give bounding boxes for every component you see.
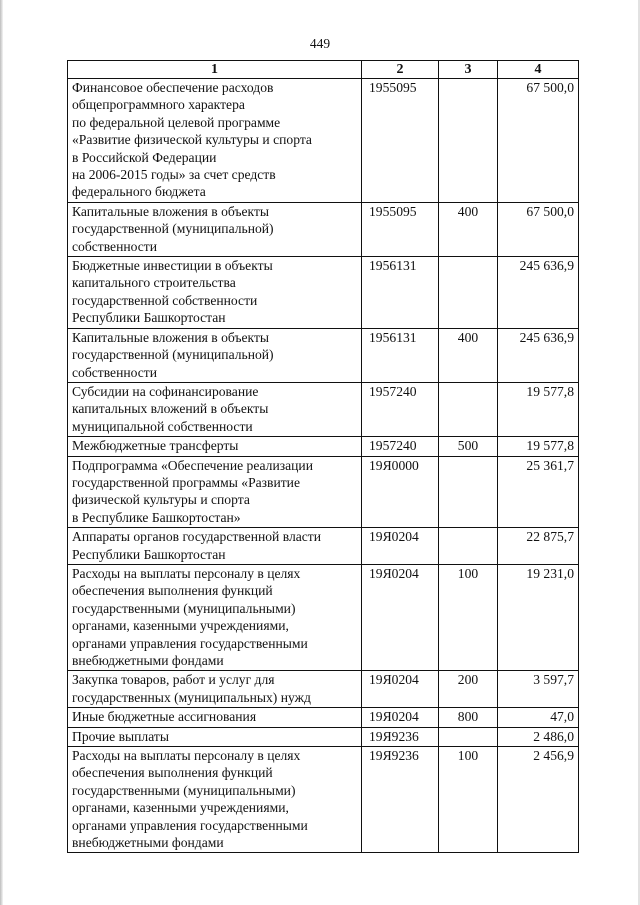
- row-code-cell: 1957240: [362, 437, 439, 456]
- row-name-cell: [68, 727, 362, 746]
- row-name-line: Капитальные вложения в объекты: [72, 329, 270, 345]
- row-amount-cell: 67 500,0: [498, 202, 579, 256]
- row-name-line: органами, казенными учреждениями,: [72, 618, 289, 634]
- row-amount-cell: 2 486,0: [498, 727, 579, 746]
- row-code-cell: 19Я0204: [362, 564, 439, 670]
- row-name-line: капитальных вложений в объекты: [72, 401, 269, 417]
- table-row: [68, 747, 579, 853]
- row-name-cell: [68, 79, 362, 203]
- table-row: [68, 671, 579, 708]
- column-header-2: 2: [362, 61, 439, 79]
- row-name-cell: [68, 257, 362, 329]
- row-expense-type-cell: 400: [439, 202, 498, 256]
- row-amount-cell: 22 875,7: [498, 528, 579, 565]
- row-code-cell: 1957240: [362, 382, 439, 436]
- row-expense-type-cell: 400: [439, 328, 498, 382]
- row-amount-cell: 245 636,9: [498, 328, 579, 382]
- row-name-line: обеспечения выполнения функций: [72, 765, 273, 781]
- row-name-line: государственной (муниципальной): [72, 221, 274, 237]
- table-header-row: [68, 61, 579, 79]
- row-name-line: «Развитие физической культуры и спорта: [72, 132, 312, 148]
- row-name-line: физической культуры и спорта: [72, 492, 250, 508]
- row-name-cell: [68, 528, 362, 565]
- row-code-cell: 19Я0000: [362, 456, 439, 528]
- row-code-cell: 1955095: [362, 79, 439, 203]
- row-expense-type-cell: 100: [439, 564, 498, 670]
- scan-edge-left: [0, 0, 3, 905]
- table-row: [68, 257, 579, 329]
- row-name-line: Расходы на выплаты персоналу в целях: [72, 565, 301, 581]
- row-amount-cell: 47,0: [498, 708, 579, 727]
- row-name-line: Межбюджетные трансферты: [72, 438, 239, 454]
- row-code-cell: 19Я9236: [362, 727, 439, 746]
- table-row: [68, 456, 579, 528]
- table-row: [68, 727, 579, 746]
- row-expense-type-cell: [439, 528, 498, 565]
- table-row: [68, 437, 579, 456]
- row-name-cell: [68, 456, 362, 528]
- row-amount-cell: 19 577,8: [498, 437, 579, 456]
- row-name-line: государственными (муниципальными): [72, 600, 296, 616]
- row-code-cell: 19Я0204: [362, 528, 439, 565]
- column-header-3: 3: [439, 61, 498, 79]
- row-code-cell: 1956131: [362, 328, 439, 382]
- row-name-cell: [68, 202, 362, 256]
- row-name-cell: [68, 671, 362, 708]
- row-name-line: государственной собственности: [72, 292, 258, 308]
- row-code-cell: 1955095: [362, 202, 439, 256]
- page-number: 449: [309, 36, 331, 51]
- row-amount-cell: 3 597,7: [498, 671, 579, 708]
- row-name-line: органами управления государственными: [72, 635, 308, 651]
- row-expense-type-cell: 200: [439, 671, 498, 708]
- budget-table: [67, 60, 579, 853]
- row-name-line: Подпрограмма «Обеспечение реализации: [72, 457, 313, 473]
- row-name-line: органами, казенными учреждениями,: [72, 800, 289, 816]
- row-name-line: внебюджетными фондами: [72, 835, 224, 851]
- row-expense-type-cell: [439, 79, 498, 203]
- row-name-line: Финансовое обеспечение расходов: [72, 80, 274, 95]
- table-body: [68, 79, 579, 853]
- row-name-cell: [68, 382, 362, 436]
- row-name-cell: [68, 747, 362, 853]
- row-expense-type-cell: [439, 382, 498, 436]
- row-expense-type-cell: 100: [439, 747, 498, 853]
- row-name-line: Республики Башкортостан: [72, 310, 226, 326]
- row-name-cell: [68, 437, 362, 456]
- table-row: [68, 528, 579, 565]
- row-expense-type-cell: 800: [439, 708, 498, 727]
- row-expense-type-cell: [439, 456, 498, 528]
- row-name-line: органами управления государственными: [72, 817, 308, 833]
- row-name-line: государственной программы «Развитие: [72, 474, 300, 490]
- row-name-line: Республики Башкортостан: [72, 546, 226, 562]
- row-name-line: Закупка товаров, работ и услуг для: [72, 672, 275, 688]
- row-name-line: государственной (муниципальной): [72, 347, 274, 363]
- row-name-line: Расходы на выплаты персоналу в целях: [72, 748, 301, 764]
- row-name-line: Капитальные вложения в объекты: [72, 203, 270, 219]
- row-name-line: собственности: [72, 238, 158, 254]
- table-row: [68, 564, 579, 670]
- row-name-line: муниципальной собственности: [72, 418, 253, 434]
- row-expense-type-cell: 500: [439, 437, 498, 456]
- row-name-line: общепрограммного характера: [72, 97, 245, 113]
- row-name-cell: [68, 708, 362, 727]
- row-code-cell: 1956131: [362, 257, 439, 329]
- row-name-line: в Российской Федерации: [72, 149, 217, 165]
- row-name-line: капитального строительства: [72, 275, 236, 291]
- row-name-line: Субсидии на софинансирование: [72, 383, 259, 399]
- row-name-line: Прочие выплаты: [72, 728, 169, 744]
- row-amount-cell: 19 577,8: [498, 382, 579, 436]
- row-name-line: внебюджетными фондами: [72, 653, 224, 668]
- row-name-line: Аппараты органов государственной власти: [72, 529, 322, 545]
- row-name-cell: [68, 328, 362, 382]
- table-row: [68, 328, 579, 382]
- row-name-line: федерального бюджета: [72, 184, 206, 200]
- table-row: [68, 202, 579, 256]
- row-amount-cell: 25 361,7: [498, 456, 579, 528]
- table-row: [68, 382, 579, 436]
- row-name-line: обеспечения выполнения функций: [72, 583, 273, 599]
- row-name-line: государственными (муниципальными): [72, 782, 296, 798]
- row-expense-type-cell: [439, 257, 498, 329]
- table-row: [68, 79, 579, 203]
- row-name-line: Бюджетные инвестиции в объекты: [72, 258, 273, 274]
- row-amount-cell: 245 636,9: [498, 257, 579, 329]
- row-code-cell: 19Я0204: [362, 671, 439, 708]
- row-code-cell: 19Я9236: [362, 747, 439, 853]
- row-name-line: на 2006-2015 годы» за счет средств: [72, 167, 276, 183]
- row-amount-cell: 67 500,0: [498, 79, 579, 203]
- table-row: [68, 708, 579, 727]
- row-name-line: в Республике Башкортостан»: [72, 509, 241, 525]
- row-name-line: по федеральной целевой программе: [72, 114, 281, 130]
- row-name-cell: [68, 564, 362, 670]
- row-name-line: Иные бюджетные ассигнования: [72, 709, 257, 725]
- row-code-cell: 19Я0204: [362, 708, 439, 727]
- row-amount-cell: 19 231,0: [498, 564, 579, 670]
- row-amount-cell: 2 456,9: [498, 747, 579, 853]
- row-expense-type-cell: [439, 727, 498, 746]
- row-name-line: собственности: [72, 364, 158, 380]
- row-name-line: государственных (муниципальных) нужд: [72, 689, 311, 705]
- column-header-1: 1: [68, 61, 362, 79]
- column-header-4: 4: [498, 61, 579, 79]
